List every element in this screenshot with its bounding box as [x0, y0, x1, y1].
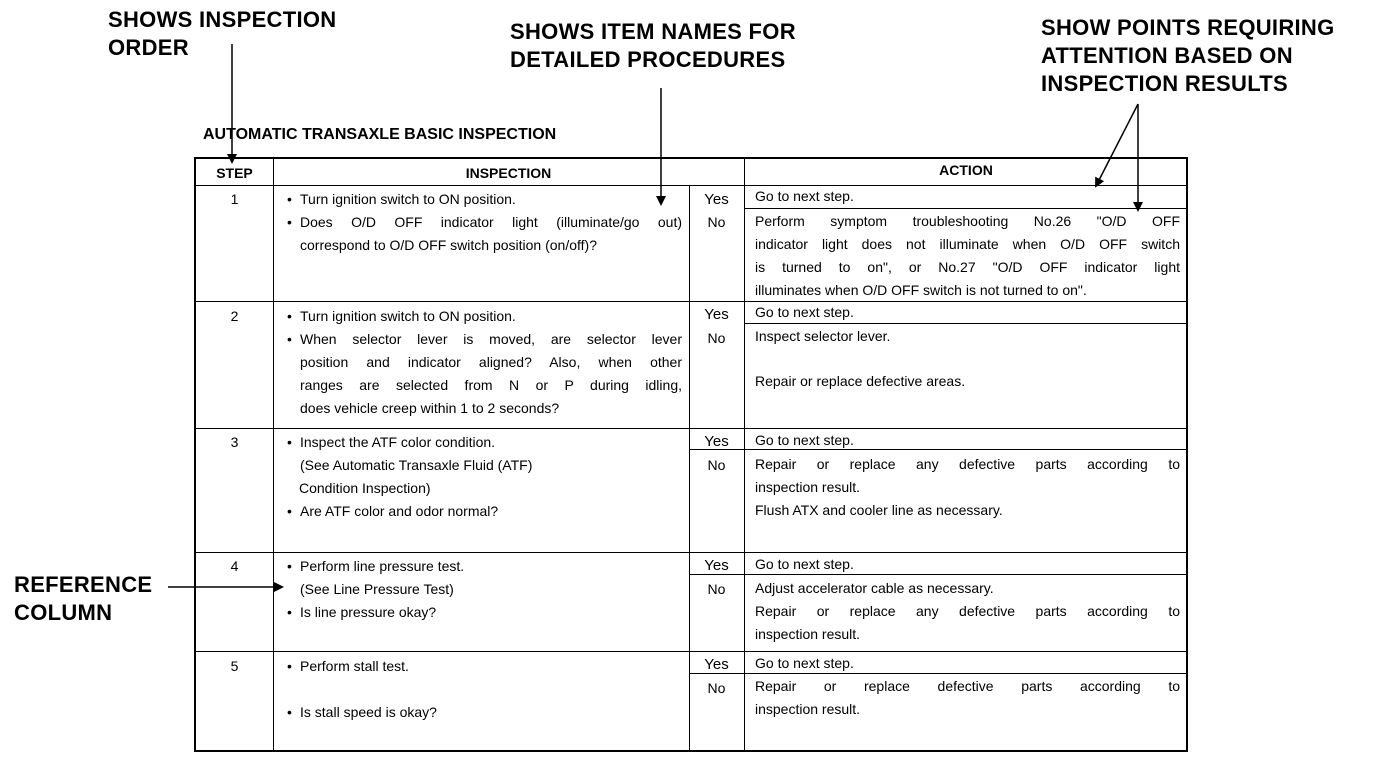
step-number: 4 [230, 558, 239, 574]
no-label: No [707, 330, 726, 346]
no-action-cell [755, 210, 1180, 302]
header-divider [196, 185, 1186, 186]
column-divider [744, 159, 745, 750]
no-action-line: is turned to on", or No.27 "O/D OFF indicator light [755, 259, 1180, 275]
callout-line: INSPECTION RESULTS [1041, 71, 1289, 96]
inspection-item: Condition Inspection) [299, 480, 431, 496]
no-label: No [707, 680, 726, 696]
callout-item-names [510, 18, 796, 74]
inspection-item: does vehicle creep within 1 to 2 seconds? [300, 400, 560, 416]
inspection-item: • Perform stall test. [300, 655, 682, 678]
inspection-item: • Turn ignition switch to ON position. [300, 188, 682, 211]
callout-line: SHOWS INSPECTION [108, 7, 337, 32]
yes-no-divider [744, 208, 1186, 209]
callout-line: ATTENTION BASED ON [1041, 43, 1293, 68]
step-number: 3 [230, 434, 239, 450]
inspection-cell [300, 305, 682, 420]
yes-action: Go to next step. [755, 556, 854, 572]
inspection-item: • Perform line pressure test. [300, 555, 682, 578]
row-divider [196, 651, 1186, 652]
step-number: 5 [230, 658, 239, 674]
no-action-line: Repair or replace defective parts according to [755, 678, 1180, 694]
inspection-cell [300, 655, 682, 724]
inspection-item: • Inspect the ATF color condition. [300, 431, 682, 454]
step-number: 2 [230, 308, 239, 324]
yes-action: Go to next step. [755, 304, 854, 320]
no-action-line: illuminates when O/D OFF switch is not turned to on". [755, 282, 1087, 298]
no-action-line: Repair or replace any defective parts according to [755, 456, 1180, 472]
inspection-item: • Does O/D OFF indicator light (illuminate/go out) [300, 211, 682, 234]
header-step: STEP [216, 165, 253, 181]
inspection-cell [300, 431, 682, 523]
no-action-line: indicator light does not illuminate when O/D OFF switch [755, 236, 1180, 252]
callout-line: ORDER [108, 35, 189, 60]
no-action-cell [755, 453, 1180, 522]
no-action-line: Perform symptom troubleshooting No.26 "O/D OFF [755, 213, 1180, 229]
no-action-line: Adjust accelerator cable as necessary. [755, 580, 994, 596]
row-divider [196, 428, 1186, 429]
row-divider [196, 552, 1186, 553]
inspection-item: (See Automatic Transaxle Fluid (ATF) [300, 457, 533, 473]
yes-label: Yes [704, 306, 729, 323]
no-action-line: inspection result. [755, 479, 861, 495]
no-action-line: Flush ATX and cooler line as necessary. [755, 502, 1003, 518]
callout-inspection-order [108, 6, 336, 62]
yes-action: Go to next step. [755, 188, 854, 204]
callout-line: SHOW POINTS REQUIRING [1041, 15, 1335, 40]
yes-label: Yes [704, 191, 729, 208]
column-divider [273, 159, 274, 750]
callout-line: REFERENCE [14, 572, 153, 597]
yes-label: Yes [704, 656, 729, 673]
header-inspection: INSPECTION [465, 165, 552, 181]
no-label: No [707, 214, 726, 230]
yes-label: Yes [704, 557, 729, 574]
table-title: AUTOMATIC TRANSAXLE BASIC INSPECTION [203, 126, 557, 143]
yes-action: Go to next step. [755, 432, 854, 448]
callout-line: COLUMN [14, 600, 113, 625]
callout-line: DETAILED PROCEDURES [510, 47, 786, 72]
inspection-table [194, 157, 1188, 752]
inspection-item: (See Line Pressure Test) [300, 581, 454, 597]
no-action-line: inspection result. [755, 626, 861, 642]
inspection-item: ranges are selected from N or P during idling, [300, 377, 682, 393]
callout-reference-column [14, 571, 152, 627]
yes-label: Yes [704, 433, 729, 450]
no-action-line: Repair or replace defective areas. [755, 373, 966, 389]
inspection-cell [300, 555, 682, 624]
no-action-cell [755, 675, 1180, 721]
inspection-item: • Is stall speed is okay? [300, 701, 682, 724]
no-action-line: Inspect selector lever. [755, 328, 891, 344]
no-action-line: inspection result. [755, 701, 861, 717]
inspection-item: correspond to O/D OFF switch position (on/off)? [300, 237, 597, 253]
no-action-cell [755, 577, 1180, 646]
callout-attention-points [1041, 14, 1335, 98]
no-action-line: Repair or replace any defective parts according to [755, 603, 1180, 619]
header-action: ACTION [939, 162, 993, 178]
inspection-item: position and indicator aligned? Also, when other [300, 354, 682, 370]
no-label: No [707, 457, 726, 473]
no-label: No [707, 581, 726, 597]
inspection-item: • Turn ignition switch to ON position. [300, 305, 682, 328]
inspection-item: • Is line pressure okay? [300, 601, 682, 624]
step-number: 1 [230, 191, 239, 207]
inspection-item: • When selector lever is moved, are selector lever [300, 328, 682, 351]
inspection-cell [300, 188, 682, 257]
callout-line: SHOWS ITEM NAMES FOR [510, 19, 796, 44]
yes-action: Go to next step. [755, 655, 854, 671]
inspection-item: • Are ATF color and odor normal? [300, 500, 682, 523]
